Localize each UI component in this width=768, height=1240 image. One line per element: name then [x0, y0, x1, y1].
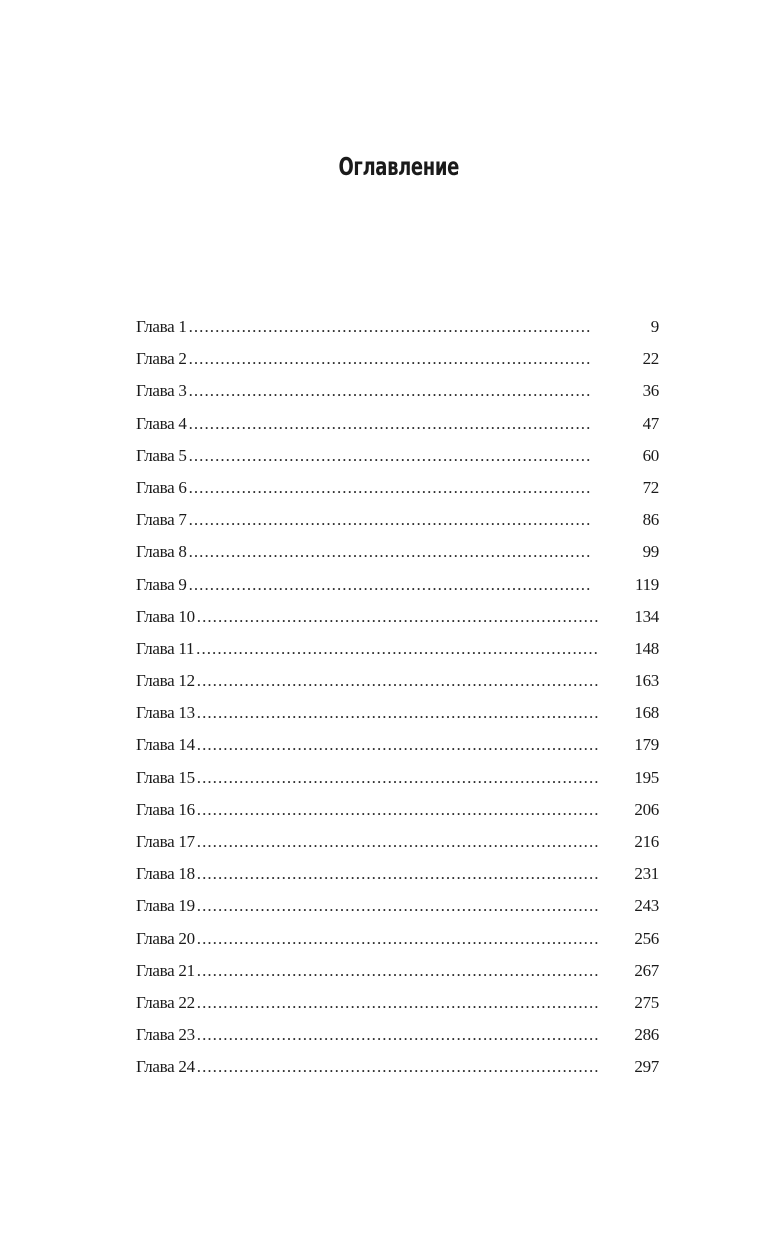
page-number: 60 — [642, 445, 659, 465]
toc-entry[interactable] — [136, 539, 659, 571]
chapter-label: Глава 2 — [136, 349, 187, 369]
page-number: 36 — [642, 381, 659, 401]
dot-leader — [197, 926, 633, 952]
dot-leader — [197, 958, 633, 984]
chapter-label: Глава 10 — [136, 606, 195, 626]
chapter-label: Глава 24 — [136, 1057, 195, 1077]
dot-leader — [196, 636, 632, 662]
page-number: 86 — [642, 510, 659, 530]
page-number: 163 — [634, 671, 659, 691]
toc-entry[interactable] — [136, 443, 659, 475]
toc-entry[interactable] — [136, 572, 659, 604]
toc-entry[interactable] — [136, 475, 659, 507]
dot-leader — [189, 346, 641, 372]
chapter-label: Глава 1 — [136, 317, 187, 336]
page-number: 148 — [634, 638, 659, 658]
chapter-label: Глава 19 — [136, 896, 195, 916]
dot-leader — [189, 314, 649, 340]
toc-entry[interactable] — [136, 1022, 659, 1054]
toc-entry[interactable] — [136, 636, 659, 668]
chapter-label: Глава 7 — [136, 510, 187, 530]
chapter-label: Глава 13 — [136, 703, 195, 723]
dot-leader — [197, 1054, 633, 1080]
page-number: 275 — [634, 992, 659, 1012]
toc-entry[interactable] — [136, 958, 659, 990]
chapter-label: Глава 4 — [136, 413, 187, 433]
toc-entry[interactable] — [136, 378, 659, 410]
page-number: 72 — [642, 477, 659, 497]
page-number: 256 — [634, 928, 659, 948]
chapter-label: Глава 20 — [136, 928, 195, 948]
chapter-label: Глава 23 — [136, 1025, 195, 1045]
chapter-label: Глава 3 — [136, 381, 187, 401]
dot-leader — [189, 411, 641, 437]
dot-leader — [197, 1022, 633, 1048]
dot-leader — [197, 829, 633, 855]
chapter-label: Глава 9 — [136, 574, 187, 594]
dot-leader — [189, 378, 641, 404]
toc-entry[interactable] — [136, 346, 659, 378]
page-number: 243 — [634, 896, 659, 916]
dot-leader — [189, 539, 641, 565]
toc-entry[interactable] — [136, 990, 659, 1022]
toc-entry[interactable] — [136, 411, 659, 443]
page-number: 119 — [635, 574, 659, 594]
toc-entry[interactable] — [136, 861, 659, 893]
page-number: 195 — [634, 767, 659, 787]
page-number: 9 — [650, 317, 659, 336]
chapter-label: Глава 5 — [136, 445, 187, 465]
toc-entry[interactable] — [136, 668, 659, 700]
page-number: 168 — [634, 703, 659, 723]
toc-entry[interactable] — [136, 926, 659, 958]
toc-entry[interactable] — [136, 604, 659, 636]
page-number: 179 — [634, 735, 659, 755]
dot-leader — [197, 668, 633, 694]
toc-entry[interactable] — [136, 797, 659, 829]
page-number: 231 — [634, 864, 659, 884]
toc-entry[interactable] — [136, 829, 659, 861]
page-number: 216 — [634, 832, 659, 851]
page-number: 134 — [634, 606, 659, 626]
chapter-label: Глава 6 — [136, 477, 187, 497]
toc-entry[interactable] — [136, 732, 659, 764]
chapter-label: Глава 11 — [136, 638, 195, 658]
dot-leader — [189, 572, 633, 598]
toc-entry[interactable] — [136, 700, 659, 732]
page-number: 267 — [634, 960, 659, 980]
toc-list — [136, 314, 659, 1087]
dot-leader — [189, 475, 641, 501]
toc-entry[interactable] — [136, 893, 659, 925]
chapter-label: Глава 16 — [136, 799, 195, 819]
page-number: 206 — [634, 799, 659, 819]
toc-entry[interactable] — [136, 1054, 659, 1086]
dot-leader — [197, 990, 633, 1016]
dot-leader — [197, 861, 633, 887]
page-number: 22 — [642, 349, 659, 369]
chapter-label: Глава 15 — [136, 767, 195, 787]
chapter-label: Глава 17 — [136, 832, 195, 851]
chapter-label: Глава 14 — [136, 735, 195, 755]
toc-entry[interactable] — [136, 507, 659, 539]
chapter-label: Глава 12 — [136, 671, 195, 691]
page-number: 297 — [634, 1057, 659, 1077]
page-number: 47 — [642, 413, 659, 433]
toc-heading: Оглавление — [338, 152, 459, 181]
dot-leader — [197, 604, 633, 630]
toc-entry[interactable] — [136, 314, 659, 346]
chapter-label: Глава 22 — [136, 992, 195, 1012]
page-number: 286 — [634, 1025, 659, 1045]
dot-leader — [189, 507, 641, 533]
dot-leader — [197, 765, 633, 791]
page-number: 99 — [642, 542, 659, 562]
chapter-label: Глава 8 — [136, 542, 187, 562]
dot-leader — [197, 797, 633, 823]
dot-leader — [197, 732, 633, 758]
chapter-label: Глава 21 — [136, 960, 195, 980]
toc-entry[interactable] — [136, 765, 659, 797]
dot-leader — [189, 443, 641, 469]
dot-leader — [197, 893, 633, 919]
chapter-label: Глава 18 — [136, 864, 195, 884]
dot-leader — [197, 700, 633, 726]
